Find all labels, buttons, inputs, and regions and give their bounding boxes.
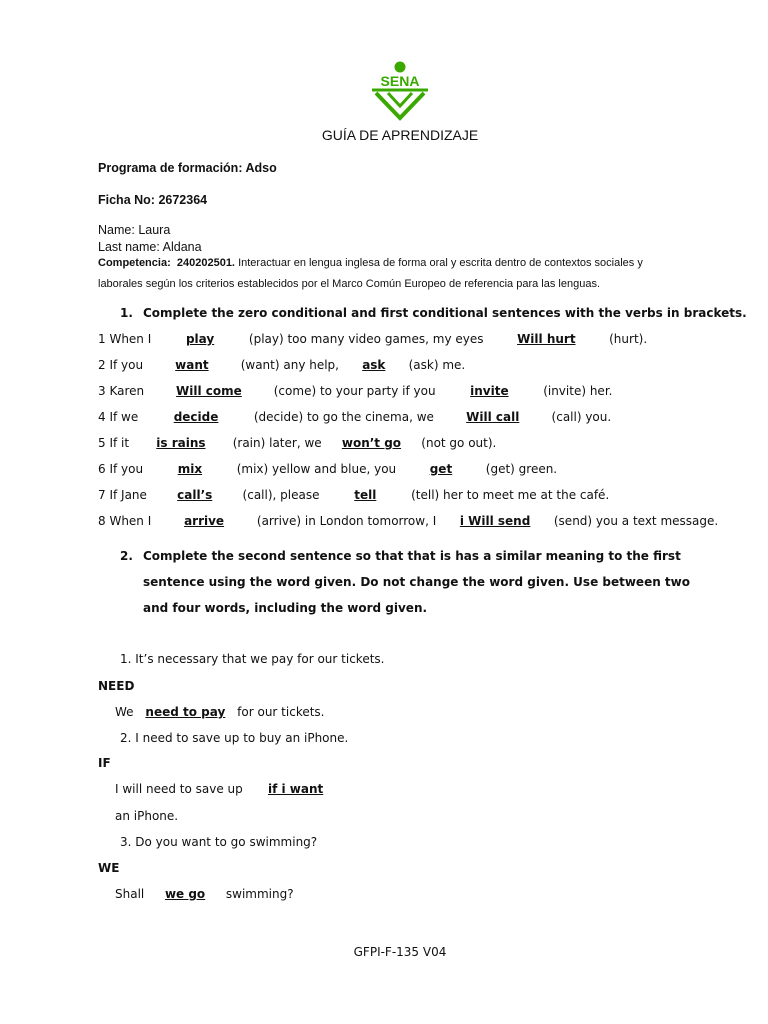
transform-sentence-2: 2. I need to save up to buy an iPhone. <box>120 731 349 745</box>
exercise-item-1 <box>98 332 647 346</box>
answer-blank: need to pay <box>145 705 226 719</box>
answer-line-1 <box>115 705 325 719</box>
name-label: Name: <box>98 223 135 237</box>
item-text: (get) green. <box>481 462 558 476</box>
item-text: (come) to your party if you <box>269 384 440 398</box>
answer-text: I will need to save up <box>115 782 247 796</box>
item-text: (decide) to go the cinema, we <box>250 410 438 424</box>
programa-label: Programa de formación: <box>98 161 243 175</box>
answer-blank: Will hurt <box>517 332 576 346</box>
exercise-item-7 <box>98 488 609 502</box>
answer-blank: call’s <box>177 488 213 502</box>
answer-text: Shall <box>115 887 149 901</box>
item-text: (mix) yellow and blue, you <box>232 462 400 476</box>
answer-blank: arrive <box>184 514 225 528</box>
competencia-code: 240202501. <box>176 257 235 269</box>
item-text: 3 Karen <box>98 384 148 398</box>
key-word-1: NEED <box>98 679 135 693</box>
answer-blank: i Will send <box>459 514 531 528</box>
item-text: (rain) later, we <box>228 436 326 450</box>
item-text: (call) you. <box>547 410 612 424</box>
section1-number: 1. <box>120 306 133 320</box>
footer-code: GFPI-F-135 V04 <box>353 945 447 959</box>
item-text: (call), please <box>238 488 324 502</box>
item-text: 5 If it <box>98 436 133 450</box>
section1-instruction: Complete the zero conditional and first conditional sentences with the verbs in brackets. <box>143 306 747 320</box>
name-line <box>98 223 170 237</box>
answer-blank: want <box>175 358 209 372</box>
answer-text: swimming? <box>222 887 294 901</box>
sena-logo <box>368 60 432 124</box>
section2-instruction: Complete the second sentence so that that is has a similar meaning to the first sentence using the word given. Do not change the word given. Use between two and four words, including the word given. <box>143 549 690 615</box>
item-text: 7 If Jane <box>98 488 151 502</box>
programa-line <box>98 161 277 175</box>
programa-value: Adso <box>245 161 277 175</box>
key-word-3: WE <box>98 861 120 875</box>
lastname-label: Last name: <box>98 240 160 254</box>
answer-line-3 <box>115 887 294 901</box>
item-text: (play) too many video games, my eyes <box>245 332 488 346</box>
lastname-line <box>98 240 202 254</box>
item-text: (want) any help, <box>236 358 343 372</box>
exercise-item-5 <box>98 436 496 450</box>
lastname-value: Aldana <box>162 240 202 254</box>
exercise-item-6 <box>98 462 557 476</box>
exercise-item-8 <box>98 514 718 528</box>
key-word-2: IF <box>98 756 111 770</box>
answer-line-2 <box>115 782 345 796</box>
ficha-value: 2672364 <box>158 193 208 207</box>
item-text: (arrive) in London tomorrow, I <box>253 514 441 528</box>
item-text: (ask) me. <box>404 358 466 372</box>
item-text: (tell) her to meet me at the café. <box>407 488 610 502</box>
answer-blank: Will call <box>466 410 520 424</box>
answer-blank: get <box>429 462 453 476</box>
answer-blank: tell <box>354 488 377 502</box>
competencia-text: Interactuar en lengua inglesa de forma oral y escrita dentro de contextos sociales y laborales según los criterios establecidos por el Marco Común Europeo de referencia para las lenguas. <box>98 257 643 290</box>
answer-blank: won’t go <box>341 436 402 450</box>
item-text: (hurt). <box>605 332 648 346</box>
transform-sentence-3: 3. Do you want to go swimming? <box>120 835 318 849</box>
ficha-line <box>98 193 207 207</box>
item-text: 6 If you <box>98 462 147 476</box>
item-text: 2 If you <box>98 358 147 372</box>
answer-blank: play <box>185 332 215 346</box>
sena-logo-graphic <box>368 60 432 124</box>
answer-blank: we go <box>164 887 206 901</box>
answer-blank: is rains <box>156 436 206 450</box>
document-title: GUÍA DE APRENDIZAJE <box>321 127 479 143</box>
competencia-block <box>98 253 678 295</box>
answer-line-2-cont: an iPhone. <box>115 809 179 823</box>
answer-text: for our tickets. <box>233 705 325 719</box>
answer-blank: Will come <box>176 384 242 398</box>
exercise-item-2 <box>98 358 465 372</box>
answer-blank: ask <box>362 358 386 372</box>
item-text: 8 When I <box>98 514 156 528</box>
answer-blank: invite <box>470 384 509 398</box>
exercise-item-3 <box>98 384 612 398</box>
answer-blank: decide <box>173 410 219 424</box>
exercise-item-4 <box>98 410 611 424</box>
item-text: (send) you a text message. <box>550 514 719 528</box>
item-text: 1 When I <box>98 332 156 346</box>
name-value: Laura <box>138 223 171 237</box>
ficha-label: Ficha No: <box>98 193 155 207</box>
item-text: 4 If we <box>98 410 143 424</box>
answer-blank: mix <box>177 462 203 476</box>
competencia-label: Competencia: <box>98 257 171 269</box>
item-text: (invite) her. <box>539 384 613 398</box>
item-text: (not go out). <box>417 436 497 450</box>
answer-text: We <box>115 705 138 719</box>
logo-text: SENA <box>380 73 420 89</box>
answer-blank: if i want <box>267 782 324 796</box>
section2-number: 2. <box>120 549 133 563</box>
transform-sentence-1: 1. It’s necessary that we pay for our tickets. <box>120 652 385 666</box>
